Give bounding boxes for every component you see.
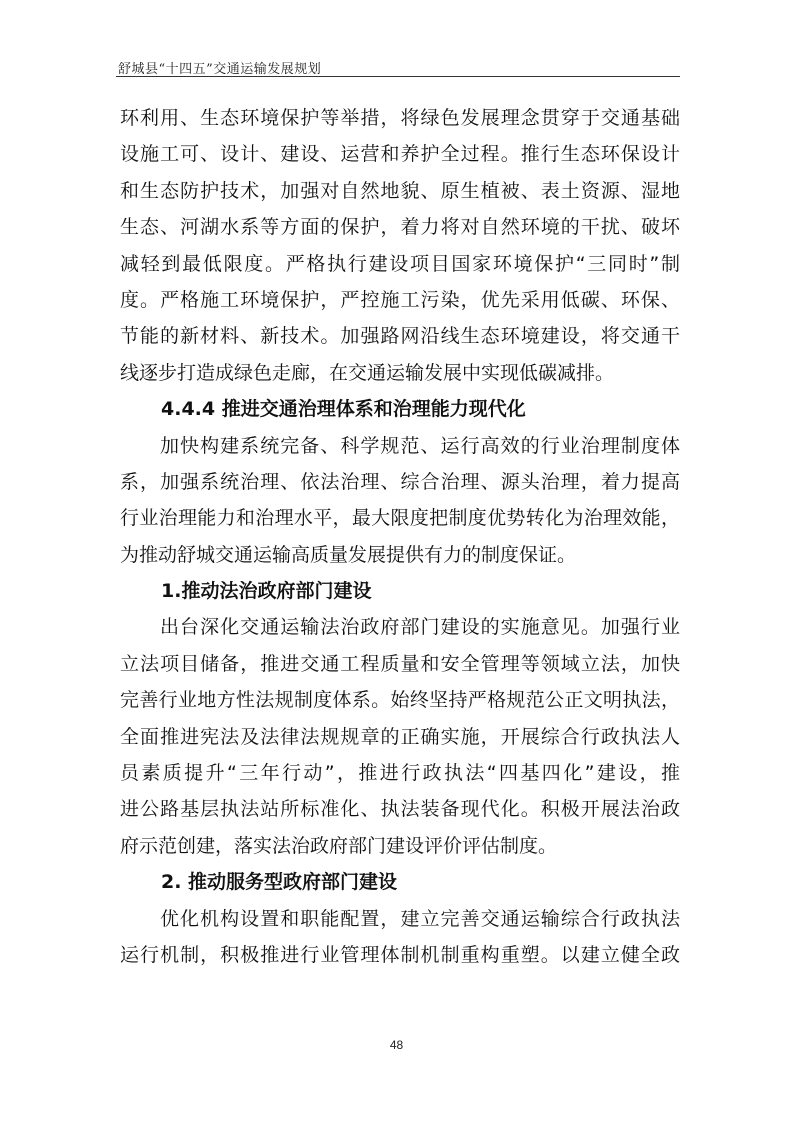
text-line: 系，加强系统治理、依法治理、综合治理、源头治理，着力提高 — [120, 470, 680, 493]
page-number: 48 — [389, 1038, 404, 1052]
text-line: 员素质提升“三年行动”，推进行政执法“四基四化”建设，推 — [120, 762, 680, 785]
paragraph-rule-of-law — [120, 609, 680, 864]
paragraph-governance — [120, 428, 680, 574]
text-line: 进公路基层执法站所标准化、执法装备现代化。积极开展法治政 — [120, 798, 680, 821]
section-heading-4-4-4: 4.4.4 推进交通治理体系和治理能力现代化 — [161, 398, 526, 421]
text-line: 立法项目储备，推进交通工程质量和安全管理等领域立法，加快 — [120, 652, 680, 675]
text-line: 府示范创建，落实法治政府部门建设评价评估制度。 — [120, 834, 558, 857]
text-line: 节能的新材料、新技术。加强路网沿线生态环境建设，将交通干 — [120, 325, 680, 348]
text-line: 为推动舒城交通运输高质量发展提供有力的制度保证。 — [120, 543, 577, 566]
text-line: 减轻到最低限度。严格执行建设项目国家环境保护“三同时”制 — [120, 252, 680, 275]
text-line: 优化机构设置和职能配置，建立完善交通运输综合行政执法 — [160, 907, 680, 930]
header-divider — [116, 76, 680, 77]
text-line: 设施工可、设计、建设、运营和养护全过程。推行生态环保设计 — [120, 143, 680, 166]
paragraph-service-government — [120, 901, 680, 974]
text-line: 出台深化交通运输法治政府部门建设的实施意见。加强行业 — [160, 616, 680, 639]
paragraph-green-development — [120, 100, 680, 391]
text-line: 完善行业地方性法规制度体系。始终坚持严格规范公正文明执法， — [120, 689, 680, 712]
subsection-heading-2: 2. 推动服务型政府部门建设 — [161, 871, 398, 894]
text-line: 线逐步打造成绿色走廊，在交通运输发展中实现低碳减排。 — [120, 361, 615, 384]
text-line: 和生态防护技术，加强对自然地貌、原生植被、表土资源、湿地 — [120, 179, 680, 202]
text-line: 全面推进宪法及法律法规规章的正确实施，开展综合行政执法人 — [120, 725, 680, 748]
text-line: 环利用、生态环境保护等举措，将绿色发展理念贯穿于交通基础 — [120, 107, 680, 129]
text-line: 加快构建系统完备、科学规范、运行高效的行业治理制度体 — [160, 434, 680, 457]
running-header: 舒城县“十四五”交通运输发展规划 — [118, 62, 322, 77]
text-line: 行业治理能力和治理水平，最大限度把制度优势转化为治理效能， — [120, 507, 680, 530]
text-line: 生态、河湖水系等方面的保护，着力将对自然环境的干扰、破坏 — [120, 216, 680, 239]
document-body — [120, 100, 680, 973]
text-line: 运行机制，积极推进行业管理体制机制重构重塑。以建立健全政 — [120, 943, 680, 966]
subsection-heading-1: 1.推动法治政府部门建设 — [161, 580, 372, 603]
text-line: 度。严格施工环境保护，严控施工污染，优先采用低碳、环保、 — [120, 288, 680, 311]
